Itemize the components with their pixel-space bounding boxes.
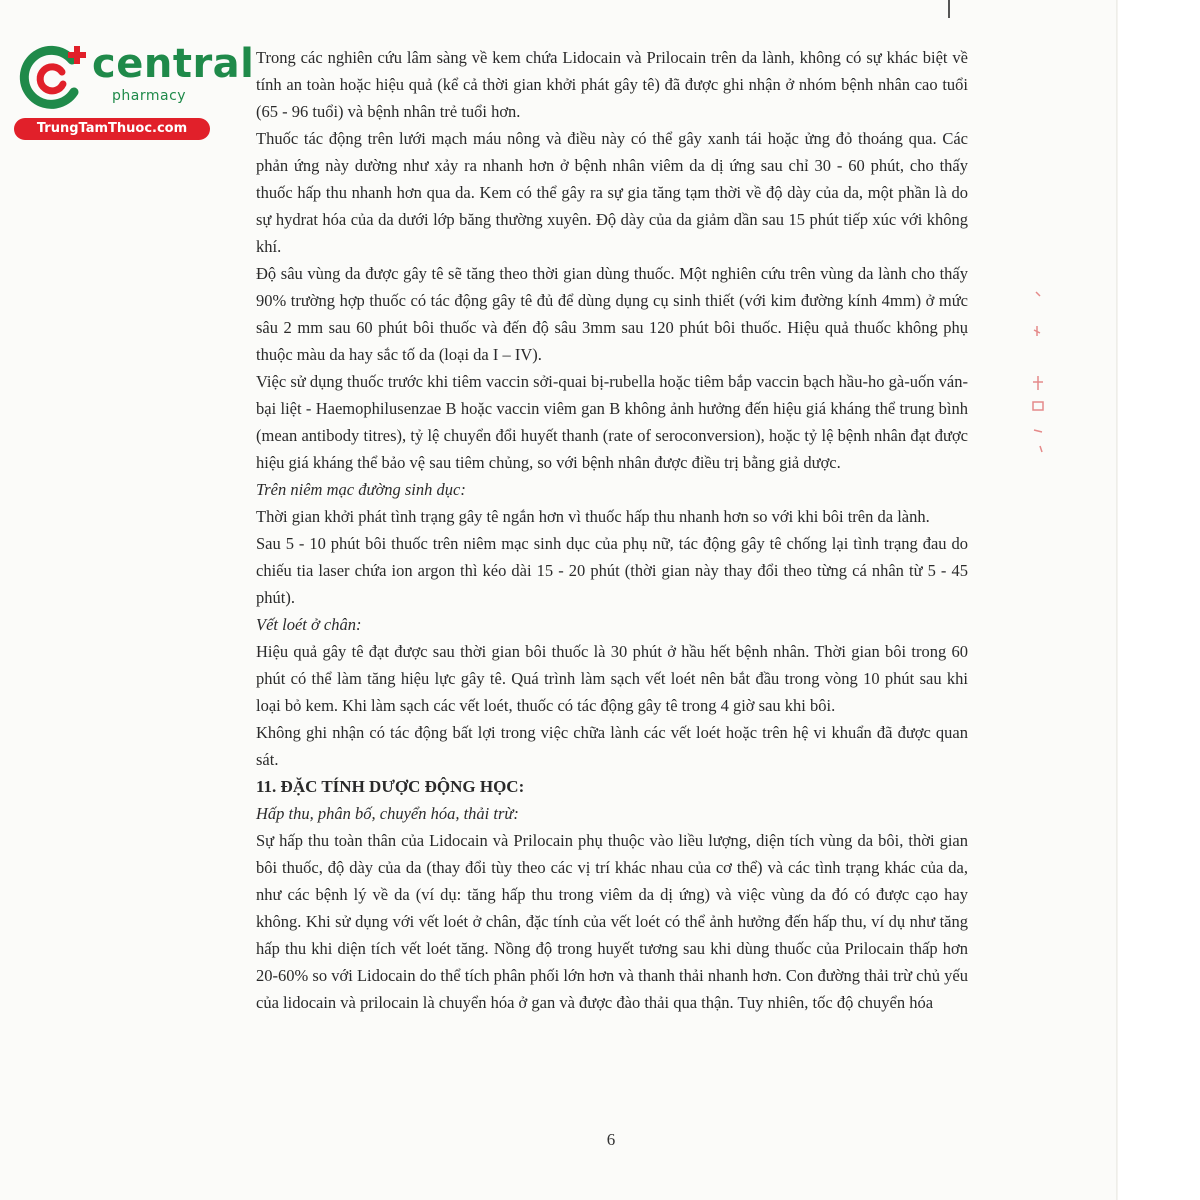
logo-name: central bbox=[92, 41, 255, 87]
paragraph-absorption: Sự hấp thu toàn thân của Lidocain và Prilocain phụ thuộc vào liều lượng, diện tích vùng da bôi, thời gian bôi thuốc, độ dày của da (thay đổi tùy theo các vị trí khác nhau của cơ thể) và các tình trạng khác của da, như các bệnh lý về da (ví dụ: tăng hấp thu trong viêm da dị ứng) và việc vùng da đó có được cạo hay không. Khi sử dụng với vết loét ở chân, đặc tính của vết loét có thể ảnh hưởng đến hấp thu, ví dụ như tăng hấp thu khi diện tích vết loét tăng. Nồng độ trong huyết tương sau khi dùng thuốc của Prilocain thấp hơn 20-60% so với Lidocain do thể tích phân phối lớn hơn và thanh thải nhanh hơn. Con đường thải trừ chủ yếu của lidocain và prilocain là chuyển hóa ở gan và được đào thải qua thận. Tuy nhiên, tốc độ chuyển hóa bbox=[256, 831, 968, 1012]
paragraph-elderly: Trong các nghiên cứu lâm sàng về kem chứa Lidocain và Prilocain trên da lành, không có sự khác biệt về tính an toàn hoặc hiệu quả (kể cả thời gian khởi phát gây tê) đã được ghi nhận ở nhóm bệnh nhân cao tuổi (65 - 96 tuổi) và bệnh nhân trẻ tuổi hơn. bbox=[256, 48, 968, 121]
subheading-absorption: Hấp thu, phân bố, chuyển hóa, thải trừ: bbox=[256, 804, 519, 823]
paragraph-vaccine: Việc sử dụng thuốc trước khi tiêm vaccin sởi-quai bị-rubella hoặc tiêm bắp vaccin bạch hầu-ho gà-uốn ván-bại liệt - Haemophilusenzae B hoặc vaccin viêm gan B không ảnh hưởng đến hiệu giá kháng thể trung bình (mean antibody titres), tỷ lệ chuyển đổi huyết thanh (rate of seroconversion), hoặc tỷ lệ bệnh nhân đạt được hiệu giá kháng thể bảo vệ sau tiêm chủng, so với bệnh nhân được điều trị bằng giả dược. bbox=[256, 372, 968, 472]
page-edge bbox=[1118, 0, 1200, 1200]
logo-subtitle: pharmacy bbox=[112, 88, 187, 104]
paragraph-ulcer-adverse: Không ghi nhận có tác động bất lợi trong việc chữa lành các vết loét hoặc trên hệ vi khuẩn đã được quan sát. bbox=[256, 723, 968, 769]
paragraph-genital-onset: Thời gian khởi phát tình trạng gây tê ngắn hơn vì thuốc hấp thu nhanh hơn so với khi bôi trên da lành. bbox=[256, 507, 930, 526]
page-number: 6 bbox=[606, 1130, 616, 1149]
section-heading-genital: Trên niêm mạc đường sinh dục: bbox=[256, 480, 466, 499]
paragraph-vascular: Thuốc tác động trên lưới mạch máu nông và điều này có thể gây xanh tái hoặc ửng đỏ thoáng qua. Các phản ứng này dường như xảy ra nhanh hơn ở bệnh nhân viêm da dị ứng sau chỉ 30 - 60 phút, cho thấy thuốc hấp thu nhanh hơn qua da. Kem có thể gây ra sự gia tăng tạm thời về độ dày của da, một phần là do sự hydrat hóa của da dưới lớp băng thường xuyên. Độ dày của da giảm dần sau 15 phút tiếp xúc với không khí. bbox=[256, 129, 968, 256]
logo-site-badge: TrungTamThuoc.com bbox=[14, 118, 210, 140]
paragraph-ulcer-effect: Hiệu quả gây tê đạt được sau thời gian bôi thuốc là 30 phút ở hầu hết bệnh nhân. Thời gian bôi trong 60 phút có thể làm tăng hiệu lực gây tê. Quá trình làm sạch vết loét nên bắt đầu trong vòng 10 phút sau khi loại bỏ kem. Khi làm sạch các vết loét, thuốc có tác động gây tê trong 4 giờ sau khi bôi. bbox=[256, 642, 968, 715]
central-pharmacy-logo-icon bbox=[14, 38, 92, 116]
scan-mark bbox=[948, 0, 950, 18]
section-heading-ulcer: Vết loét ở chân: bbox=[256, 615, 362, 634]
document-body bbox=[256, 44, 968, 1016]
section-heading-pharmacokinetics: 11. ĐẶC TÍNH DƯỢC ĐỘNG HỌC: bbox=[256, 777, 525, 796]
paragraph-depth: Độ sâu vùng da được gây tê sẽ tăng theo thời gian dùng thuốc. Một nghiên cứu trên vùng da lành cho thấy 90% trường hợp thuốc có tác động gây tê đủ để dùng dụng cụ sinh thiết (với kim đường kính 4mm) ở mức sâu 2 mm sau 60 phút bôi thuốc và đến độ sâu 3mm sau 120 phút bôi thuốc. Hiệu quả thuốc không phụ thuộc màu da hay sắc tố da (loại da I – IV). bbox=[256, 264, 968, 364]
pharmacy-logo bbox=[14, 38, 255, 138]
margin-stamp-marks bbox=[1028, 290, 1048, 460]
paragraph-genital-laser: Sau 5 - 10 phút bôi thuốc trên niêm mạc sinh dục của phụ nữ, tác động gây tê chống lại tình trạng đau do chiếu tia laser chứa ion argon thì kéo dài 15 - 20 phút (thời gian này thay đổi theo từng cá nhân từ 5 - 45 phút). bbox=[256, 534, 968, 607]
